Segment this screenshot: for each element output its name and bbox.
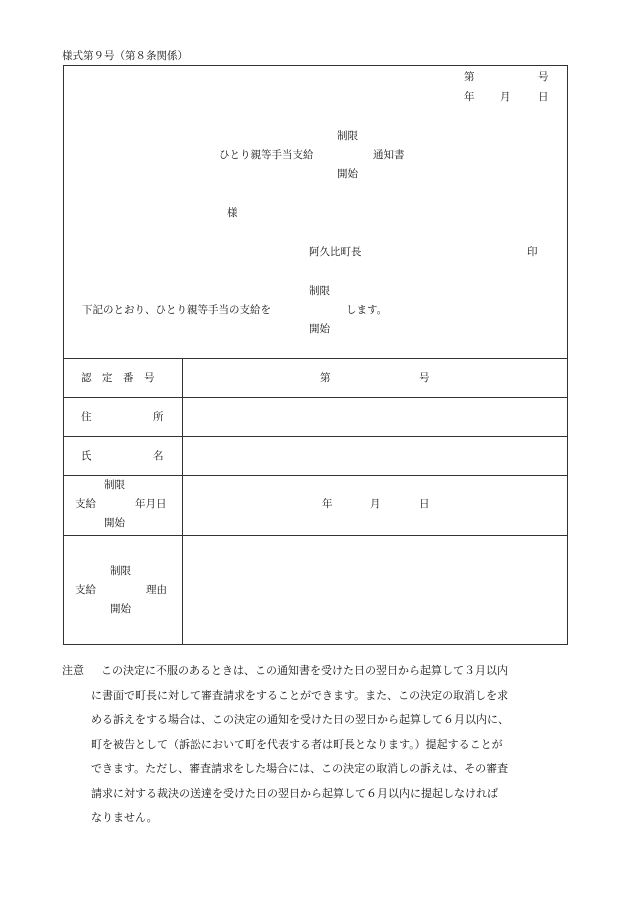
date-row-year: 年: [322, 498, 333, 510]
addressee-suffix: 様: [227, 207, 238, 219]
date-row-left: 支給: [75, 498, 96, 510]
reason-row-start: 開始: [110, 603, 131, 615]
title-suffix: 通知書: [373, 149, 405, 161]
reason-row-left: 支給: [75, 584, 96, 596]
name-label-1: 氏: [81, 450, 92, 462]
seal: 印: [527, 246, 538, 258]
form-label: 様式第９号（第８条関係）: [62, 50, 188, 62]
body-option-limit: 制限: [309, 285, 330, 297]
note-label: 注意: [62, 664, 84, 677]
body-suffix: します。: [346, 304, 388, 316]
issue-no-prefix: 第: [464, 71, 475, 83]
date-row-right: 年月日: [135, 498, 167, 510]
date-year: 年: [464, 91, 475, 103]
cert-value-suffix: 号: [419, 372, 430, 384]
note-line: この決定に不服のあるときは、この通知書を受けた日の翌日から起算して３月以内: [101, 664, 508, 677]
cert-value-prefix: 第: [320, 372, 331, 384]
note-line: 町を被告として（訴訟において町を代表する者は町長となります。）提起することが: [91, 738, 503, 751]
date-row-month: 月: [370, 498, 381, 510]
date-row-limit: 制限: [104, 479, 125, 491]
address-label-1: 住: [81, 411, 92, 423]
date-day: 日: [538, 91, 549, 103]
row-rule-1: [63, 397, 568, 398]
address-label-2: 所: [153, 411, 164, 423]
name-label-2: 名: [153, 450, 164, 462]
date-row-start: 開始: [104, 517, 125, 529]
issue-no-suffix: 号: [538, 71, 549, 83]
date-row-day: 日: [419, 498, 430, 510]
table-top-rule: [63, 358, 568, 359]
note-line: める訴えをする場合は、この決定の通知を受けた日の翌日から起算して６月以内に、: [91, 713, 509, 726]
note-line: なりません。: [91, 811, 158, 824]
row-rule-3: [63, 475, 568, 476]
title-option-limit: 制限: [337, 130, 358, 142]
title-prefix: ひとり親等手当支給: [219, 149, 314, 161]
note-line: できます。ただし、審査請求をした場合には、この決定の取消しの訴えは、その審査: [91, 762, 509, 775]
note-line: に書面で町長に対して審査請求をすることができます。また、この決定の取消しを求: [91, 689, 509, 702]
row-rule-4: [63, 535, 568, 536]
body-option-start: 開始: [309, 323, 330, 335]
table-column-divider: [182, 358, 183, 645]
note-line: 請求に対する裁決の送達を受けた日の翌日から起算して６月以内に提起しなければ: [91, 787, 498, 800]
form-frame: [63, 65, 568, 645]
date-month: 月: [500, 91, 511, 103]
body-prefix: 下記のとおり、ひとり親等手当の支給を: [82, 304, 271, 316]
row-rule-2: [63, 436, 568, 437]
cert-label: 認 定 番 号: [81, 372, 155, 384]
issuer: 阿久比町長: [309, 246, 362, 258]
reason-row-limit: 制限: [110, 565, 131, 577]
reason-row-right: 理由: [146, 584, 167, 596]
title-option-start: 開始: [337, 168, 358, 180]
